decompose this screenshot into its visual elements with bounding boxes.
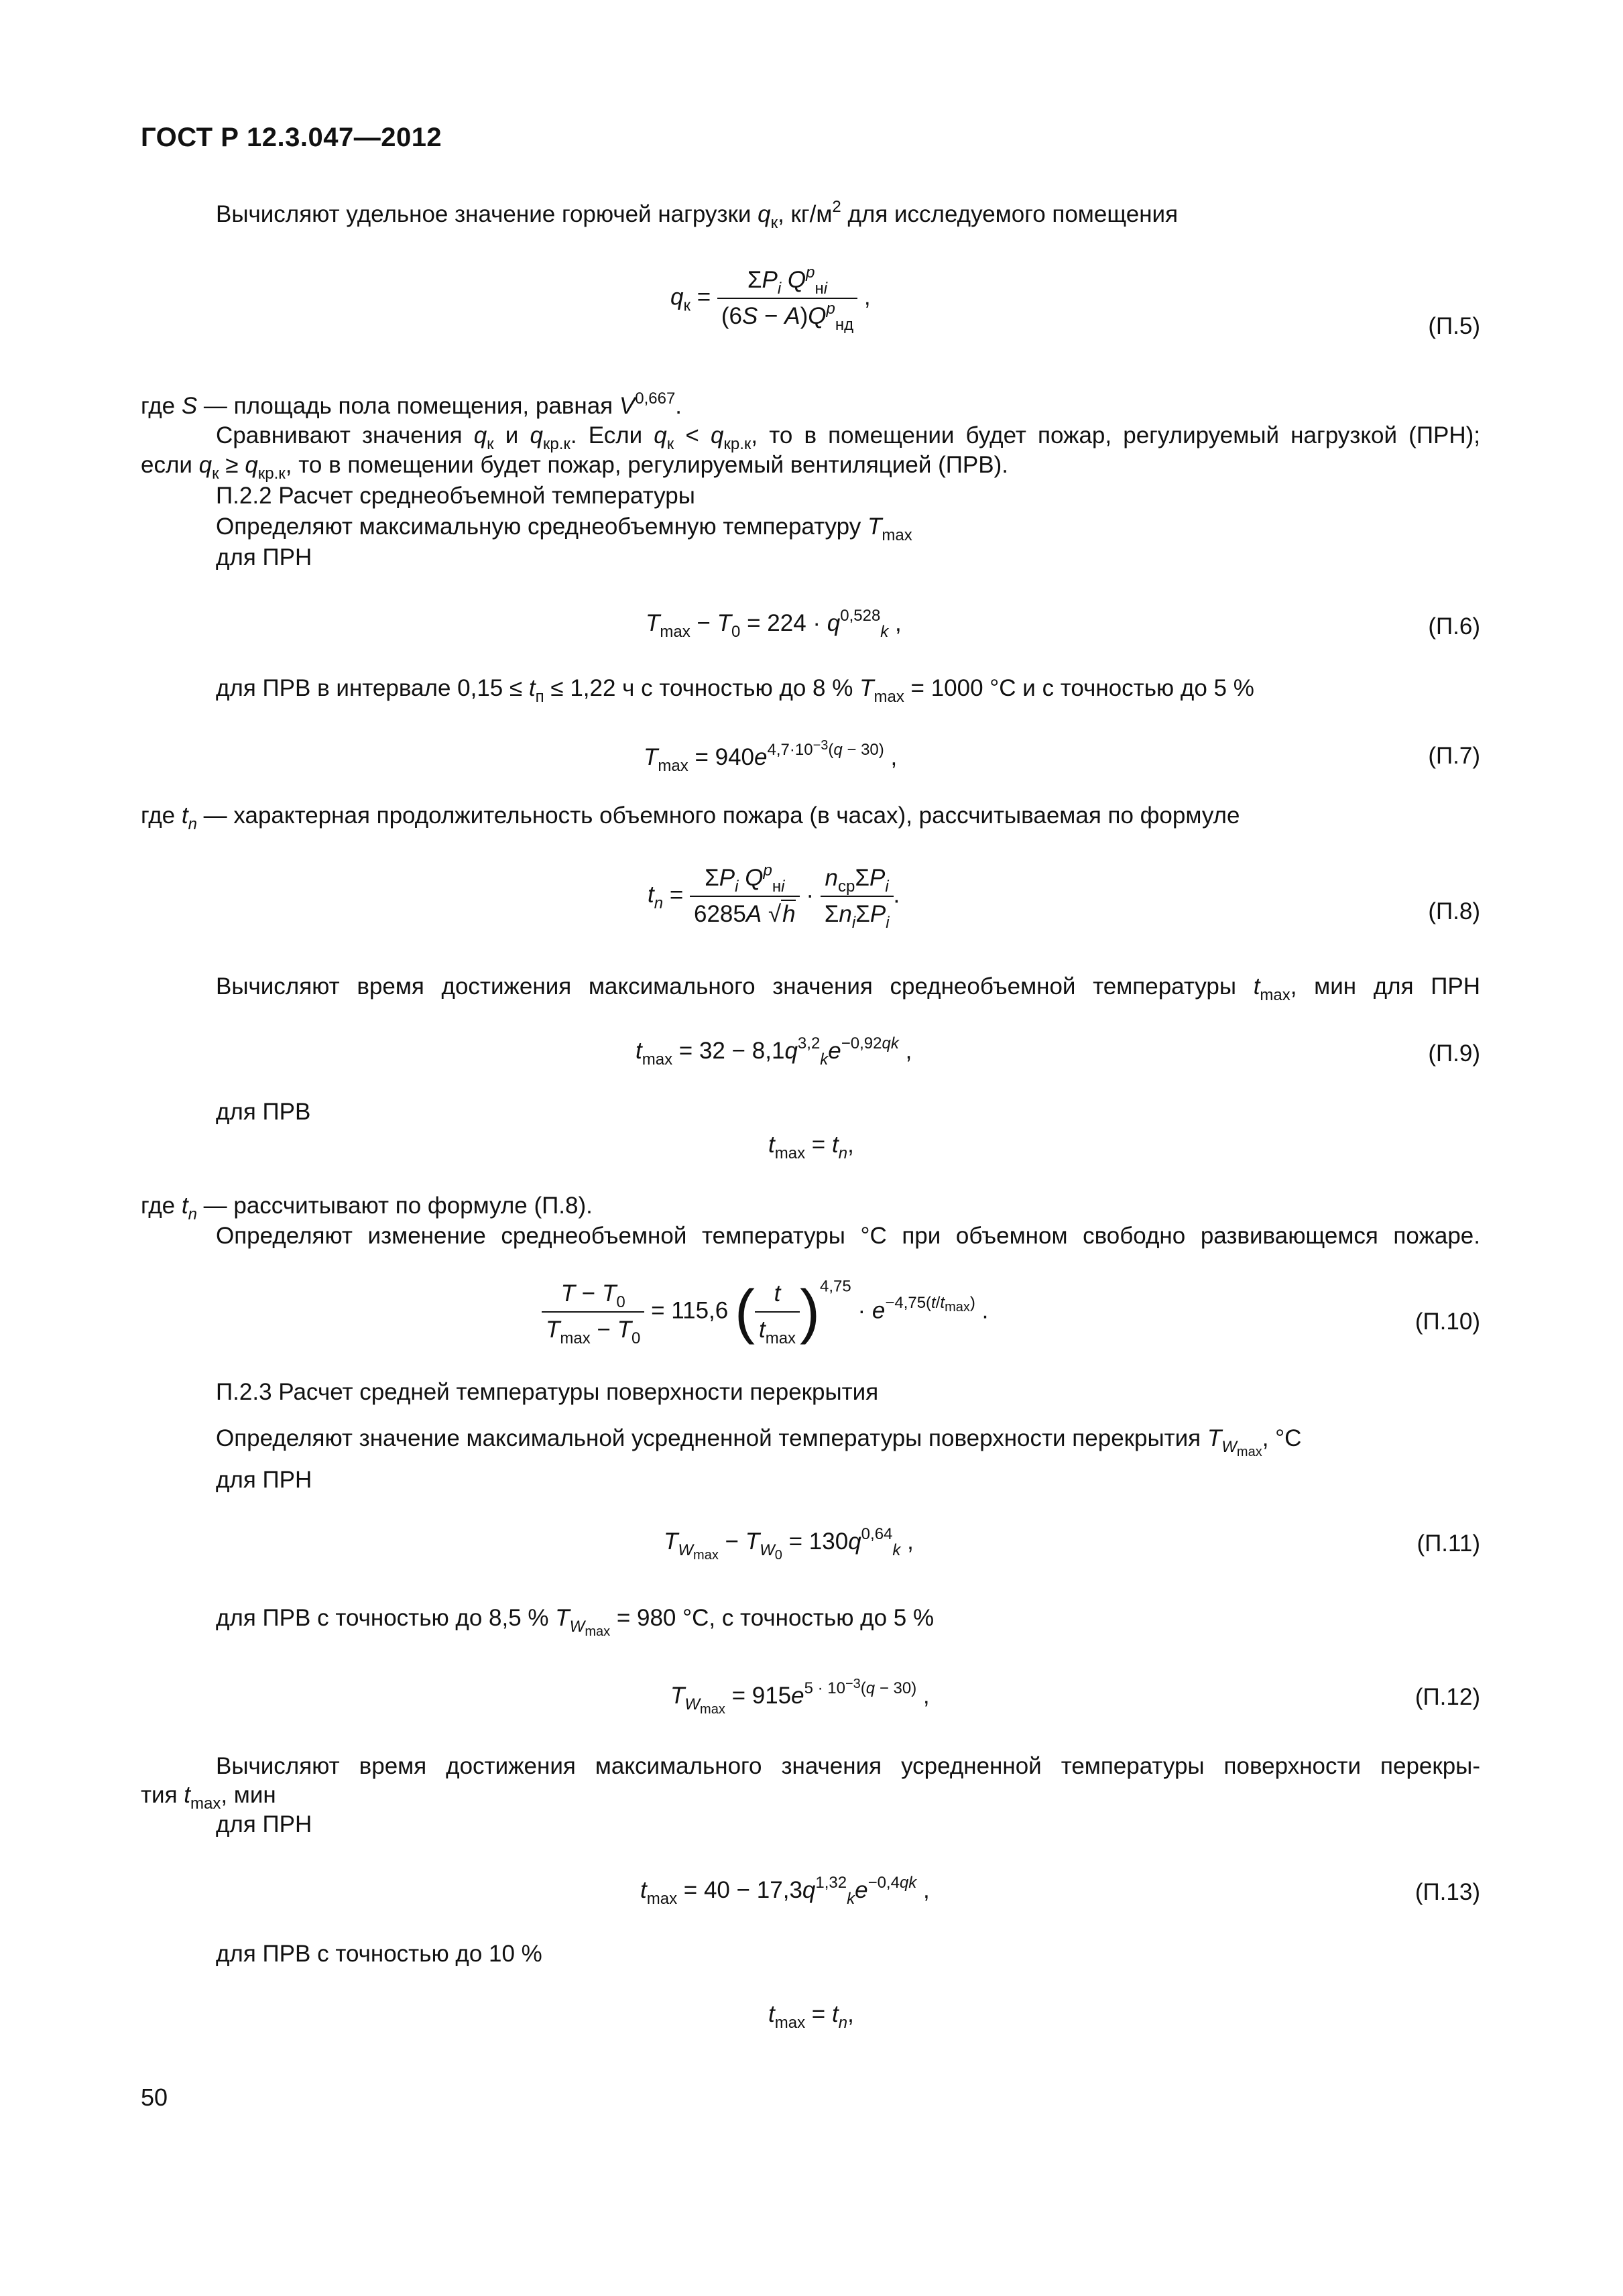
paragraph-prv-85: для ПРВ с точностью до 8,5 % $T_{W_{max}} = 980$ °С, с точностью до 5 %	[216, 1605, 935, 1639]
page-number: 50	[141, 2083, 168, 2111]
label-for-prn-3: для ПРН	[216, 1811, 312, 1837]
formula-p12: $T_{W_{max}} = 915e^{5 \cdot 10^{-3}(q - 30)}$ ,	[670, 1677, 930, 1717]
paragraph-compare-line2: если $q_к \ge q_{кр.к}$, то в помещении будет пожар, регулируемый вентиляцией (ПРВ).	[141, 452, 1008, 483]
paragraph-calc-time-1: Вычисляют время достижения максимального значения среднеобъемной температуры $t_{max}$, мин для ПРН	[216, 973, 1480, 1004]
equation-number: (П.11)	[1417, 1530, 1480, 1557]
paragraph-define-change: Определяют изменение среднеобъемной температуры °С при объемном свободно развивающемся пожаре.	[216, 1223, 1480, 1249]
paragraph-calc-load: Вычисляют удельное значение горючей нагрузки $q_к$, $кг/м^2$ для исследуемого помещения	[216, 198, 1179, 232]
equation-number: (П.6)	[1428, 613, 1480, 640]
paragraph-where-tn-2: где $t_n$ — рассчитывают по формуле (П.8).	[141, 1193, 593, 1223]
formula-p9: $t_{max} = 32 - 8,1q^{3,2}_ke^{-0,92qk}$ ,	[636, 1034, 912, 1069]
formula-p13: $t_{max} = 40 - 17,3q^{1,32}_ke^{-0,4qk}$ ,	[640, 1874, 930, 1908]
formula-p10: $\frac{T - T_0}{T_{max} - T_0}$ = 115,6 ( $\frac{t}{t_{max}}$ )$^{4,75} \cdot e^{-4,75(t/t_{max})}$ .	[542, 1280, 988, 1343]
label-for-prn-2: для ПРН	[216, 1467, 312, 1493]
paragraph-define-tw: Определяют значение максимальной усредненной температуры поверхности перекрытия $T_{W_{max}}$, °С	[216, 1425, 1302, 1459]
formula-p8: $t_n$ = $\frac{\Sigma P_i Q^р_{нi}}{6285A √h}$ · $\frac{n_{ср}\Sigma P_i}{\Sigma n_i\Sigma P_i}$ .	[648, 861, 900, 932]
paragraph-where-s: где S — площадь пола помещения, равная V$^{0,667}$.	[141, 389, 682, 419]
section-heading-p222: П.2.2 Расчет среднеобъемной температуры	[216, 483, 695, 509]
equation-number: (П.8)	[1428, 898, 1480, 924]
equation-number: (П.5)	[1428, 313, 1480, 339]
paragraph-compare-line1: Сравнивают значения $q_к$ и $q_{кр.к}$. Если $q_к < q_{кр.к}$, то в помещении будет пожар, регулируемый нагрузкой (ПРН);	[216, 422, 1480, 453]
formula-tmax-tn-2: $t_{max} = t_n$,	[768, 2001, 854, 2032]
paragraph-where-tn: где $t_n$ — характерная продолжительность объемного пожара (в часах), рассчитываемая по формуле	[141, 802, 1240, 833]
equation-number: (П.10)	[1415, 1309, 1480, 1335]
equation-number: (П.13)	[1415, 1879, 1480, 1905]
paragraph-calc-time-2: Вычисляют время достижения максимального значения усредненной температуры поверхности перекры-	[216, 1753, 1480, 1779]
label-for-prn: для ПРН	[216, 544, 312, 570]
equation-number: (П.12)	[1415, 1684, 1480, 1710]
label-for-prv: для ПРВ	[216, 1099, 311, 1125]
formula-p7: $T_{max} = 940e^{4,7\cdot 10^{-3}(q - 30)}$ ,	[644, 738, 898, 775]
formula-p5: $q_к$ = $\frac{\Sigma P_i Q^р_{нi}}{(6S - A)Q^р_{нд}}$ ,	[670, 263, 871, 334]
document-header: ГОСТ Р 12.3.047—2012	[141, 123, 442, 152]
formula-tmax-tn: $t_{max} = t_n$,	[768, 1132, 854, 1162]
formula-p11: $T_{W_{max}} - T_{W_0} = 130q^{0,64}_k$ ,	[664, 1525, 914, 1563]
paragraph-calc-time-2b: тия $t_{max}$, мин	[141, 1782, 276, 1813]
section-heading-p223: П.2.3 Расчет средней температуры поверхности перекрытия	[216, 1379, 879, 1405]
equation-number: (П.7)	[1428, 743, 1480, 769]
paragraph-prv-interval: для ПРВ в интервале $0,15 \le t_п \le 1,22$ ч с точностью до 8 % $T_{max} = 1000$ °С и с точностью до 5 %	[216, 675, 1254, 706]
equation-number: (П.9)	[1428, 1040, 1480, 1067]
paragraph-prv-10: для ПРВ с точностью до 10 %	[216, 1941, 542, 1967]
paragraph-define-tmax: Определяют максимальную среднеобъемную температуру $T_{max}$	[216, 513, 912, 544]
formula-p6: $T_{max} - T_0 = 224 \cdot q^{0,528}_k$ ,	[646, 607, 902, 641]
